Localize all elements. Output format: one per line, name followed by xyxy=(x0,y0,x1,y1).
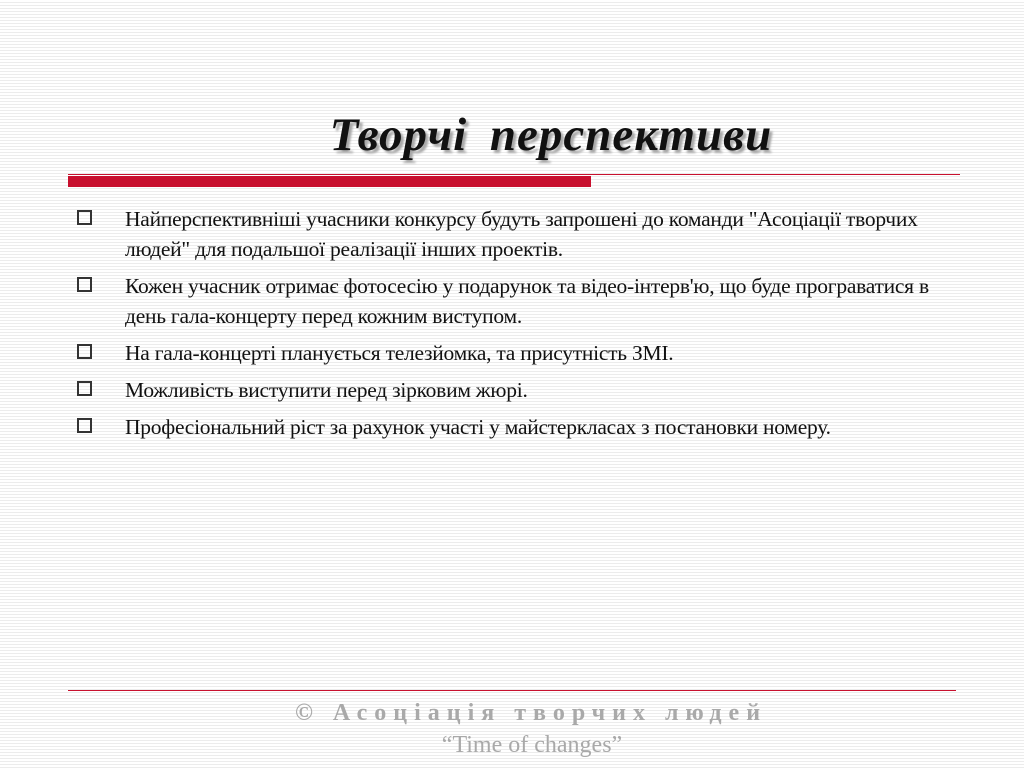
hollow-square-icon xyxy=(77,381,92,396)
title-accent-bar xyxy=(68,176,591,187)
bullet-text: На гала-концерті планується телезйомка, та присутність ЗМІ. xyxy=(125,341,674,365)
bullet-list xyxy=(74,204,964,449)
hollow-square-icon xyxy=(77,210,92,225)
footer-tagline: “Time of changes” xyxy=(441,732,623,758)
bullet-text: Найперспективніші учасники конкурсу будуть запрошені до команди "Асоціації творчих людей" для подальшої реалізації інших проектів. xyxy=(125,207,918,261)
bullet-item xyxy=(74,375,964,405)
bullet-text: Професіональний ріст за рахунок участі у майстеркласах з постановки номеру. xyxy=(125,415,831,439)
bullet-item xyxy=(74,412,964,442)
slide-title: Творчі перспективи xyxy=(329,109,773,161)
footer-copyright: © Асоціація творчих людей xyxy=(294,700,768,726)
footer-divider xyxy=(68,690,956,691)
hollow-square-icon xyxy=(77,277,92,292)
bullet-text: Кожен учасник отримає фотосесію у подарунок та відео-інтерв'ю, що буде програватися в день гала-концерту перед кожним виступом. xyxy=(125,274,929,328)
bullet-text: Можливість виступити перед зірковим жюрі. xyxy=(125,378,528,402)
hollow-square-icon xyxy=(77,344,92,359)
bullet-item xyxy=(74,338,964,368)
title-underline xyxy=(68,174,960,175)
bullet-item xyxy=(74,204,964,264)
bullet-item xyxy=(74,271,964,331)
hollow-square-icon xyxy=(77,418,92,433)
